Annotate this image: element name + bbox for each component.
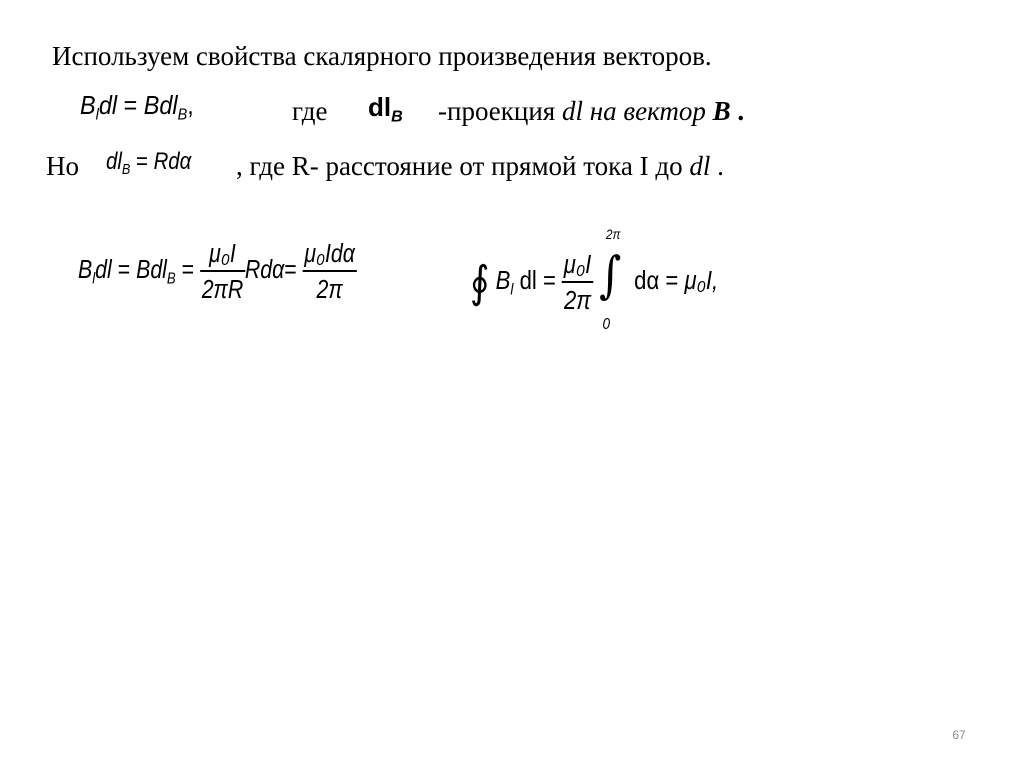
but-word: Но: [46, 151, 79, 181]
equation-right: ∮ $B_l$ dl = $\frac{\text{μ₀I}}{2\pi}$ 2π ∫ 0 dα = μ₀I,: [470, 226, 719, 333]
definite-integral: [599, 226, 628, 333]
where-word-1: где: [292, 96, 328, 126]
formula-dlb-rdalpha: $dl_B = Rd\alpha$: [106, 148, 192, 179]
upper-limit: 2π: [605, 226, 621, 242]
equation-left: $B_ldl = Bdl_B$ = $\frac{\text{μ₀I}}{2\pi R}$ Rdα= $\frac{\text{μ₀Idα}}{2\pi}$: [78, 238, 355, 304]
formula-bl-dl: $B_ldl = Bdl_B$,: [80, 90, 194, 124]
lower-limit: 0: [602, 316, 611, 333]
statement-text: Используем свойства скалярного произведения векторов.: [52, 41, 712, 71]
contour-integral-icon: ∮: [470, 256, 490, 308]
integral-icon: ∫: [599, 246, 622, 304]
fraction-mu0i-2pir: $\frac{\text{μ₀I}}{2\pi R}$: [201, 238, 244, 304]
fraction-mu0i-2pi: $\frac{\text{μ₀I}}{2\pi}$: [563, 249, 592, 315]
dl-b-symbol: $dl_B$: [368, 92, 403, 126]
page-number: 67: [952, 728, 966, 742]
statement-line-1: [52, 40, 712, 72]
distance-text: , где R- расстояние от прямой тока I до dl .: [236, 151, 724, 181]
fraction-mu0idalpha-2pi: $\frac{\text{μ₀Idα}}{2\pi}$: [304, 238, 355, 304]
projection-text: -проекция dl на вектор B .: [438, 96, 745, 126]
